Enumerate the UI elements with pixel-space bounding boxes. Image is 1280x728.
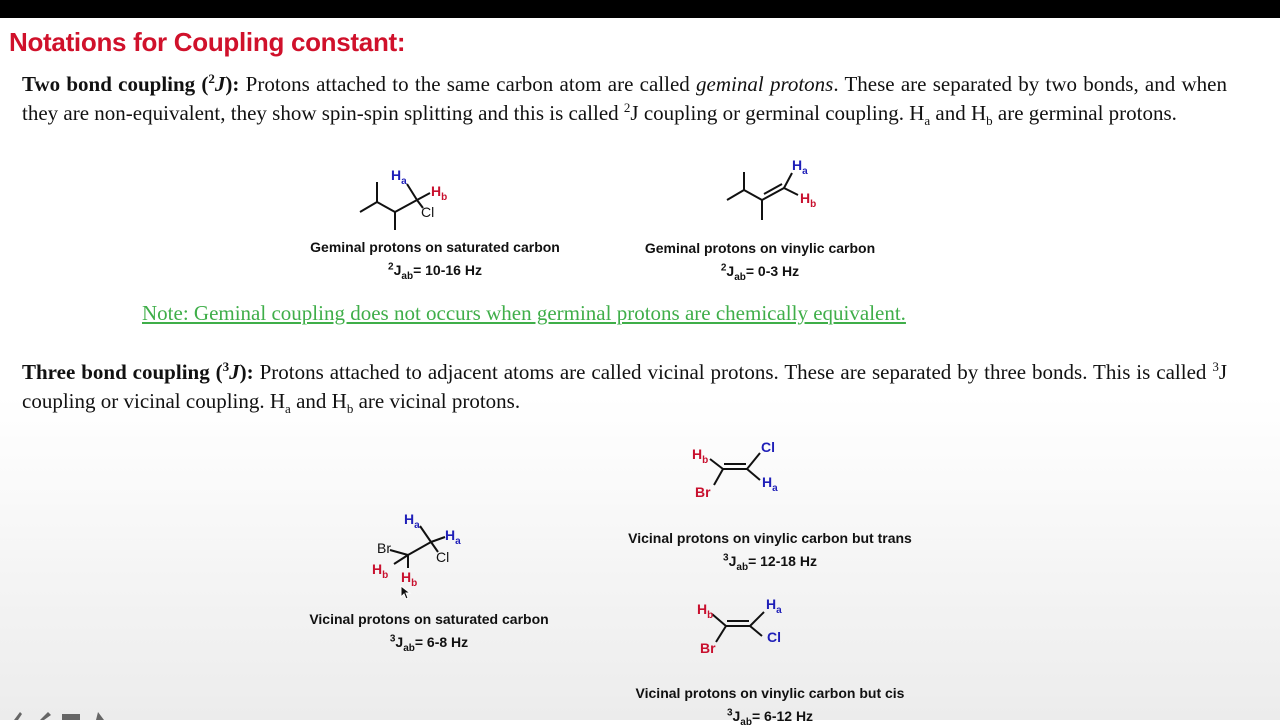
Ha-label: $H_a$ xyxy=(762,474,778,494)
Hb-label: $H_b$ xyxy=(692,446,709,466)
three-bond-paragraph: Three bond coupling ($^3$J): Protons attached to adjacent atoms are called vicinal protons. These are separated by three bonds. This is called $^3$J coupling or vicinal coupling. $H_a$ and $H_b$ are vicinal protons. xyxy=(22,359,1228,417)
Br-label: Br xyxy=(695,484,711,500)
vicinal-saturated-caption: Vicinal protons on saturated carbon $^3J_{ab}= 6-8$ Hz xyxy=(309,611,549,654)
vicinal-cis-structure xyxy=(690,592,790,662)
Hb-label-2: $H_b$ xyxy=(401,569,418,589)
Ha-label: $H_a$ xyxy=(404,511,420,531)
forward-arrow-icon[interactable] xyxy=(96,712,104,720)
presentation-controls xyxy=(0,708,120,720)
Cl-label: Cl xyxy=(436,549,450,565)
mouse-cursor-icon xyxy=(400,585,412,601)
two-bond-heading: Two bond coupling ($^2$J): xyxy=(22,71,240,96)
Br-label: Br xyxy=(377,540,391,556)
two-bond-paragraph: Two bond coupling ($^2$J): Protons attached to the same carbon atom are called geminal protons. These are separated by two bonds, and when they are non-equivalent, they show spin-spin splitting and this is called $^2$J coupling or germinal coupling. $H_a$ and $H_b$ are germinal protons. xyxy=(22,71,1227,129)
geminal-vinylic-structure xyxy=(722,155,832,230)
Cl-label: Cl xyxy=(767,629,781,645)
top-black-bar xyxy=(0,0,1280,18)
Cl-label: Cl xyxy=(421,204,435,220)
vicinal-saturated-structure xyxy=(368,508,478,598)
pen-icon[interactable] xyxy=(40,712,51,720)
vicinal-trans-caption: Vicinal protons on vinylic carbon but trans $^3J_{ab}= 12-18$ Hz xyxy=(628,530,912,573)
geminal-vinylic-caption: Geminal protons on vinylic carbon $^2J_{ab}= 0-3$ Hz xyxy=(644,240,876,283)
Hb-label: $H_b$ xyxy=(697,601,714,621)
three-bond-heading: Three bond coupling ($^3$J): xyxy=(22,359,254,384)
back-arrow-icon[interactable] xyxy=(14,712,22,720)
Hb-label: $H_b$ xyxy=(431,183,448,203)
menu-icon[interactable] xyxy=(62,714,80,720)
Ha-label: $H_a$ xyxy=(391,167,407,187)
Ha-label: $H_a$ xyxy=(792,157,808,177)
geminal-term: geminal protons xyxy=(696,72,834,96)
Hb-label: $H_b$ xyxy=(800,190,817,210)
slide-title: Notations for Coupling constant: xyxy=(9,27,406,57)
geminal-note: Note: Geminal coupling does not occurs when germinal protons are chemically equivalent. xyxy=(142,301,906,325)
Hb-label: $H_b$ xyxy=(372,561,389,581)
Br-label: Br xyxy=(700,640,716,656)
Ha-label-2: $H_a$ xyxy=(445,527,461,547)
geminal-saturated-structure xyxy=(355,160,465,235)
Ha-label: $H_a$ xyxy=(766,596,782,616)
Cl-label: Cl xyxy=(761,439,775,455)
vicinal-cis-caption: Vicinal protons on vinylic carbon but cis $^3J_{ab}= 6-12$ Hz xyxy=(635,685,905,728)
vicinal-trans-structure xyxy=(690,435,790,505)
geminal-saturated-caption: Geminal protons on saturated carbon $^2J_{ab}= 10-16$ Hz xyxy=(310,239,560,282)
